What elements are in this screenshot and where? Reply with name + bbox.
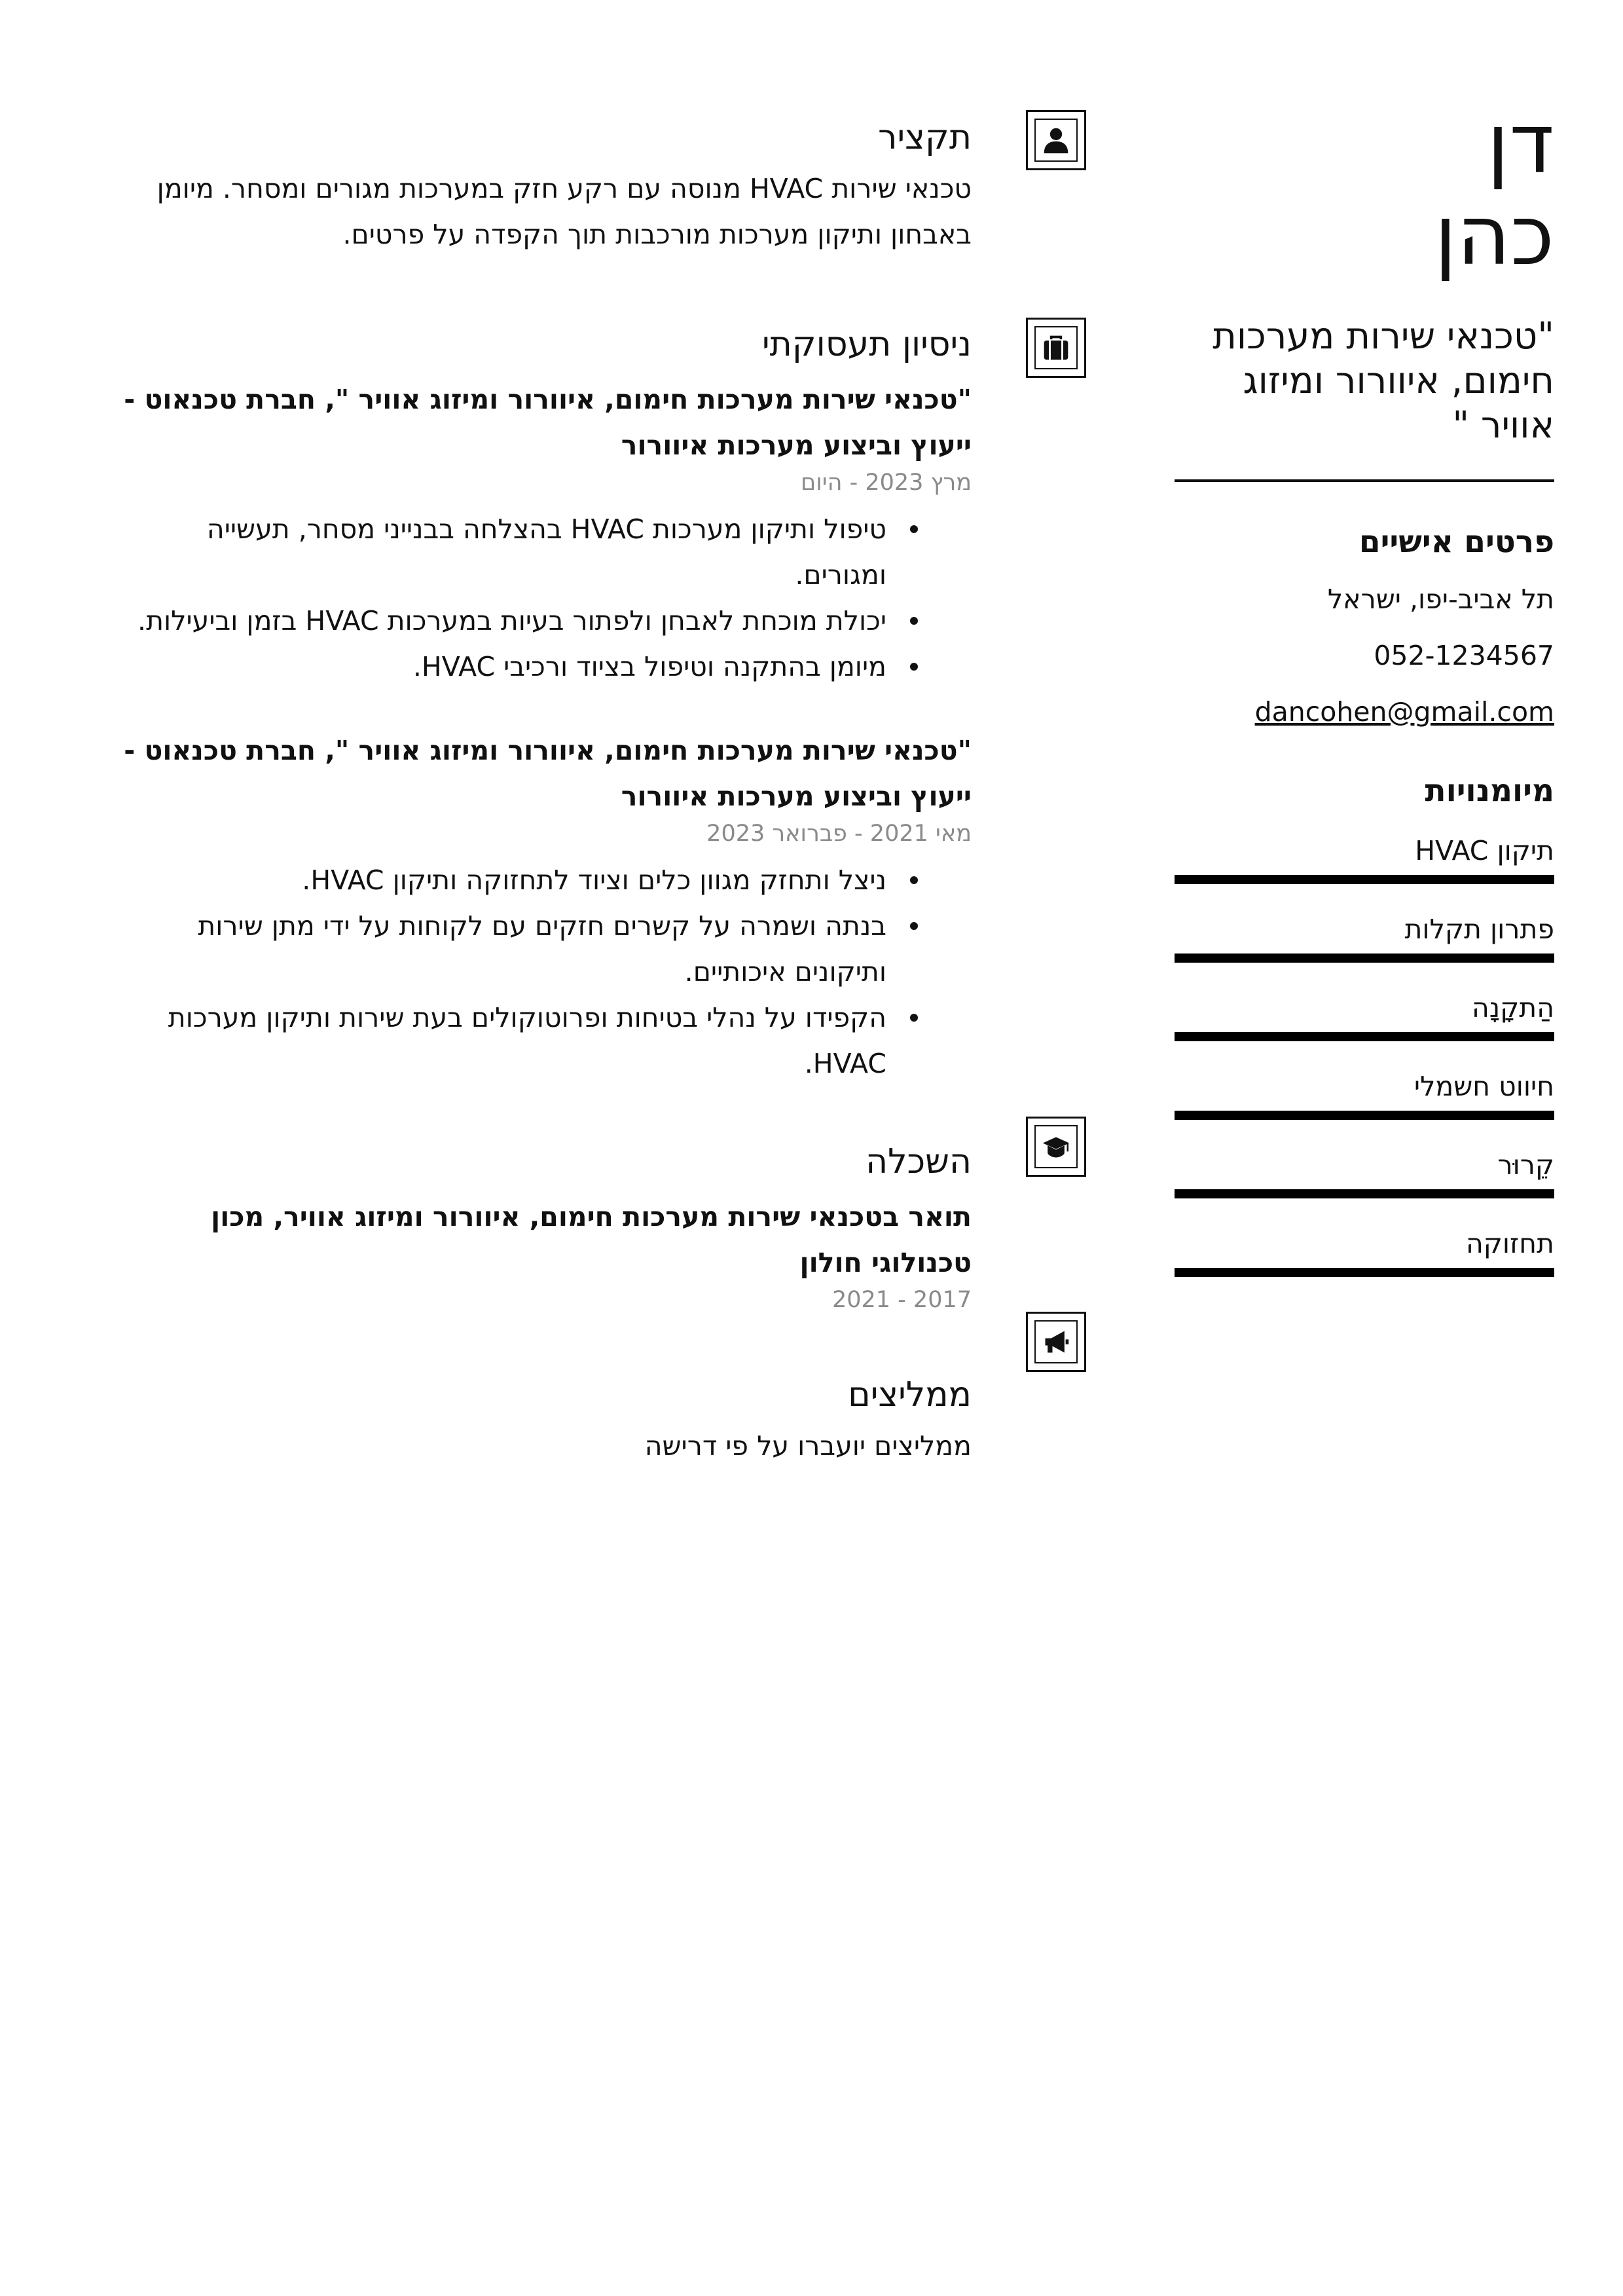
summary-title: תקציר	[878, 118, 972, 157]
last-name: כהן	[1434, 187, 1554, 284]
experience-title: ניסיון תעסוקתי	[761, 325, 972, 364]
skill-item	[1175, 910, 1554, 963]
references-section	[120, 1372, 972, 1469]
references-text: ממליצים יועברו על פי דרישה	[644, 1430, 972, 1462]
skill-level-bar	[1175, 1268, 1554, 1277]
job-bullets	[120, 506, 972, 690]
skill-label: הַתקָנָה	[1471, 992, 1554, 1024]
skill-level-fill	[1175, 954, 1554, 963]
briefcase-icon	[1042, 333, 1070, 362]
skill-label: פתרון תקלות	[1404, 914, 1554, 945]
skill-level-fill	[1175, 1189, 1554, 1198]
job-heading: "טכנאי שירות מערכות חימום, איוורור ומיזוג אוויר ", חברת טכנאוט - ייעוץ וביצוע מערכות איוורור	[124, 735, 972, 812]
list-item: ניצל ותחזק מגוון כלים וציוד לתחזוקה ותיקון HVAC.	[120, 857, 886, 903]
list-item: בנתה ושמרה על קשרים חזקים עם לקוחות על ידי מתן שירות ותיקונים איכותיים.	[120, 903, 886, 995]
education-date: 2017 - 2021	[831, 1287, 972, 1313]
skill-level-fill	[1175, 1268, 1554, 1277]
education-title: השכלה	[866, 1142, 972, 1181]
summary-section	[120, 115, 972, 257]
skill-label: תחזוקה	[1466, 1228, 1554, 1259]
skill-level-bar	[1175, 1032, 1554, 1041]
divider	[1175, 479, 1554, 482]
personal-details-heading: פרטים אישיים	[1359, 524, 1554, 560]
job-date: מרץ 2023 - היום	[801, 470, 972, 496]
skill-item	[1175, 1225, 1554, 1277]
list-item: יכולת מוכחת לאבחן ולפתור בעיות במערכות HVAC בזמן וביעילות.	[120, 598, 886, 644]
sidebar	[1175, 98, 1554, 1277]
job-heading: "טכנאי שירות מערכות חימום, איוורור ומיזוג אוויר ", חברת טכנאוט - ייעוץ וביצוע מערכות איוורור	[124, 384, 972, 461]
education-icon-box	[1026, 1117, 1086, 1177]
skill-level-bar	[1175, 875, 1554, 884]
summary-text: טכנאי שירות HVAC מנוסה עם רקע חזק במערכות מגורים ומסחר. מיומן באבחון ותיקון מערכות מורכבות תוך הקפדה על פרטים.	[156, 173, 972, 250]
list-item: טיפול ותיקון מערכות HVAC בהצלחה בבנייני מסחר, תעשייה ומגורים.	[120, 506, 886, 598]
job-bullets	[120, 857, 972, 1086]
skill-level-bar	[1175, 1111, 1554, 1120]
list-item: מיומן בהתקנה וטיפול בציוד ורכיבי HVAC.	[120, 644, 886, 690]
experience-section	[120, 322, 972, 1086]
graduation-cap-icon	[1042, 1132, 1070, 1161]
first-name: דן	[1486, 96, 1554, 192]
skill-label: חיווט חשמלי	[1413, 1071, 1554, 1102]
skill-label: תיקון HVAC	[1415, 835, 1554, 866]
location-text: תל אביב-יפו, ישראל	[1327, 583, 1554, 615]
skill-item	[1175, 1067, 1554, 1120]
skill-level-fill	[1175, 875, 1554, 884]
skills-list	[1175, 832, 1554, 1277]
job-date: מאי 2021 - פברואר 2023	[706, 821, 972, 847]
skill-item	[1175, 832, 1554, 884]
skill-level-bar	[1175, 954, 1554, 963]
user-icon	[1042, 126, 1070, 155]
references-icon-box	[1026, 1312, 1086, 1372]
skill-level-fill	[1175, 1032, 1554, 1041]
email-link[interactable]: dancohen@gmail.com	[1254, 696, 1554, 728]
education-section	[120, 1139, 972, 1314]
phone-text: 052-1234567	[1374, 640, 1554, 671]
experience-icon-box	[1026, 318, 1086, 378]
megaphone-icon	[1042, 1327, 1070, 1356]
skill-label: קֵרוּר	[1497, 1149, 1554, 1181]
references-title: ממליצים	[848, 1375, 972, 1415]
main-content	[120, 115, 972, 1469]
skill-level-fill	[1175, 1111, 1554, 1120]
skill-item	[1175, 989, 1554, 1041]
skills-heading: מיומנויות	[1425, 773, 1554, 809]
list-item: הקפידו על נהלי בטיחות ופרוטוקולים בעת שירות ותיקון מערכות HVAC.	[120, 995, 886, 1086]
job-title: "טכנאי שירות מערכות חימום, איוורור ומיזוג אוויר "	[1213, 315, 1554, 447]
skill-level-bar	[1175, 1189, 1554, 1198]
skill-item	[1175, 1146, 1554, 1198]
summary-icon-box	[1026, 110, 1086, 170]
candidate-name	[1175, 98, 1554, 282]
education-heading: תואר בטכנאי שירות מערכות חימום, איוורור ומיזוג אוויר, מכון טכנולוגי חולון	[211, 1201, 972, 1278]
